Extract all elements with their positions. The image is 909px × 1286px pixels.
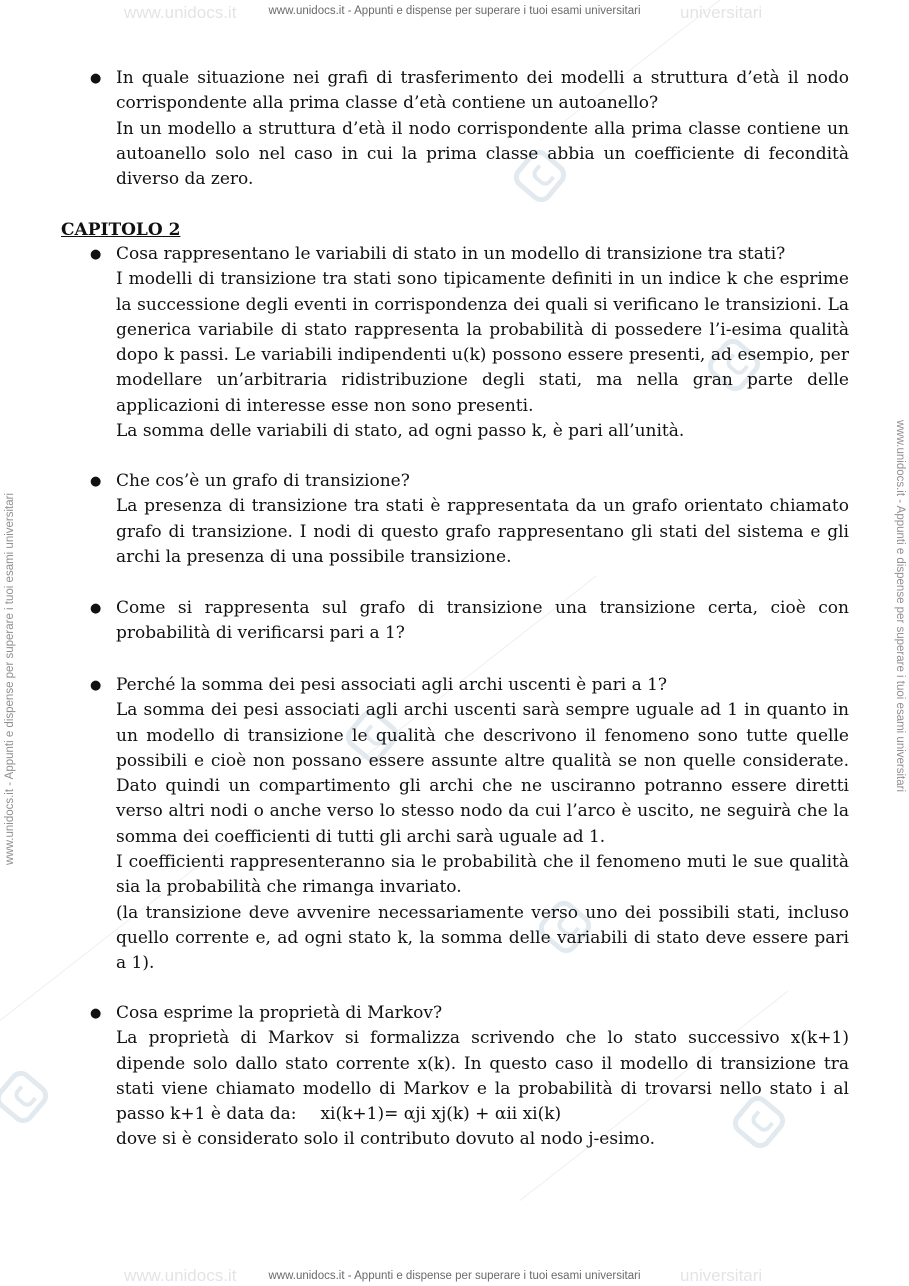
list-item <box>90 469 849 570</box>
markov-formula: xi(k+1)= αji xj(k) + αii xi(k) <box>320 1104 562 1125</box>
answer-text: (la transizione deve avvenire necessariamente verso uno dei possibili stati, incluso quello corrente e, ad ogni stato k, la somma delle variabili di stato deve essere pari a 1). <box>116 902 849 974</box>
watermark-bottom-banner: www.unidocs.it - Appunti e dispense per superare i tuoi esami universitari <box>268 1270 641 1282</box>
answer-text: I coefficienti rappresenteranno sia le probabilità che il fenomeno muti le sue qualità sia la probabilità che rimanga invariato. <box>116 852 849 898</box>
question-text: Cosa esprime la proprietà di Markov? <box>116 1003 443 1023</box>
answer-text: La presenza di transizione tra stati è rappresentata da un grafo orientato chiamato grafo di transizione. I nodi di questo grafo rappresentano gli stati del sistema e gli archi la presenza di una possibile transizione. <box>116 496 849 567</box>
watermark-ghost-text: www.unidocs.it <box>124 1266 237 1285</box>
watermark-ghost-text: universitari <box>680 1266 763 1285</box>
bullet-icon: ● <box>90 678 102 693</box>
answer-text: I modelli di transizione tra stati sono tipicamente definiti in un indice k che esprime la successione degli eventi in corrispondenza dei quali si verificano le transizioni. La generica variabile di stato rappresenta la probabilità di possedere l’i-esima qualità dopo k passi. Le variabili indipendenti u(k) possono essere presenti, ad esempio, per modellare un’arbitraria ridistribuzione degli stati, ma nella gran parte delle applicazioni di interesse esse non sono presenti. <box>116 269 849 416</box>
question-text: In quale situazione nei grafi di trasferimento dei modelli a struttura d’età il nodo corrispondente alla prima classe d’età contiene un autoanello? <box>116 68 849 114</box>
answer-text: In un modello a struttura d’età il nodo corrispondente alla prima classe contiene un autoanello solo nel caso in cui la prima classe abbia un coefficiente di fecondità diverso da zero. <box>116 118 849 190</box>
watermark-ghost-text: universitari <box>680 3 763 22</box>
watermark-ghost-text: www.unidocs.it <box>124 3 237 22</box>
answer-text: La somma delle variabili di stato, ad ogni passo k, è pari all’unità. <box>116 421 685 442</box>
bullet-icon: ● <box>90 601 102 616</box>
list-item <box>90 242 849 444</box>
list-item <box>90 1001 849 1153</box>
question-text: Cosa rappresentano le variabili di stato in un modello di transizione tra stati? <box>116 244 786 264</box>
bullet-icon: ● <box>90 71 102 86</box>
bullet-icon: ● <box>90 1006 102 1021</box>
unidocs-logo-icon <box>0 1066 53 1128</box>
list-item <box>90 66 849 192</box>
watermark-left-side-text: www.unidocs.it - Appunti e dispense per superare i tuoi esami universitari <box>4 492 16 865</box>
answer-text: La proprietà di Markov si formalizza scrivendo che lo stato successivo x(k+1) dipende solo dallo stato corrente x(k). In questo caso il modello di transizione tra stati viene chiamato modello di Markov e la probabilità di trovarsi nello stato i al passo k+1 è data da: <box>116 1028 849 1125</box>
list-item <box>90 673 849 977</box>
question-text: Perché la somma dei pesi associati agli archi uscenti è pari a 1? <box>116 675 668 695</box>
watermark-top-banner: www.unidocs.it - Appunti e dispense per superare i tuoi esami universitari <box>268 5 641 17</box>
answer-text: dove si è considerato solo il contributo dovuto al nodo j-esimo. <box>116 1129 655 1150</box>
answer-text: La somma dei pesi associati agli archi uscenti sarà sempre uguale ad 1 in quanto in un modello di transizione le qualità che descrivono il fenomeno sono tutte quelle possibili e cioè non possano essere assunte altre qualità se non quelle considerate. Dato quindi un compartimento gli archi che ne usciranno potranno essere diretti verso altri nodi o anche verso lo stesso nodo da cui l’arco è uscito, ne seguirà che la somma dei coefficienti di tutti gli archi sarà uguale ad 1. <box>116 700 849 847</box>
list-item <box>90 596 849 647</box>
question-text: Che cos’è un grafo di transizione? <box>116 471 410 491</box>
watermark-right-side-text: www.unidocs.it - Appunti e dispense per superare i tuoi esami universitari <box>894 420 906 793</box>
answer-text <box>116 1026 849 1127</box>
bullet-icon: ● <box>90 474 102 489</box>
chapter-heading: CAPITOLO 2 <box>61 220 181 240</box>
bullet-icon: ● <box>90 247 102 262</box>
question-text: Come si rappresenta sul grafo di transizione una transizione certa, cioè con probabilità di verificarsi pari a 1? <box>116 598 849 644</box>
